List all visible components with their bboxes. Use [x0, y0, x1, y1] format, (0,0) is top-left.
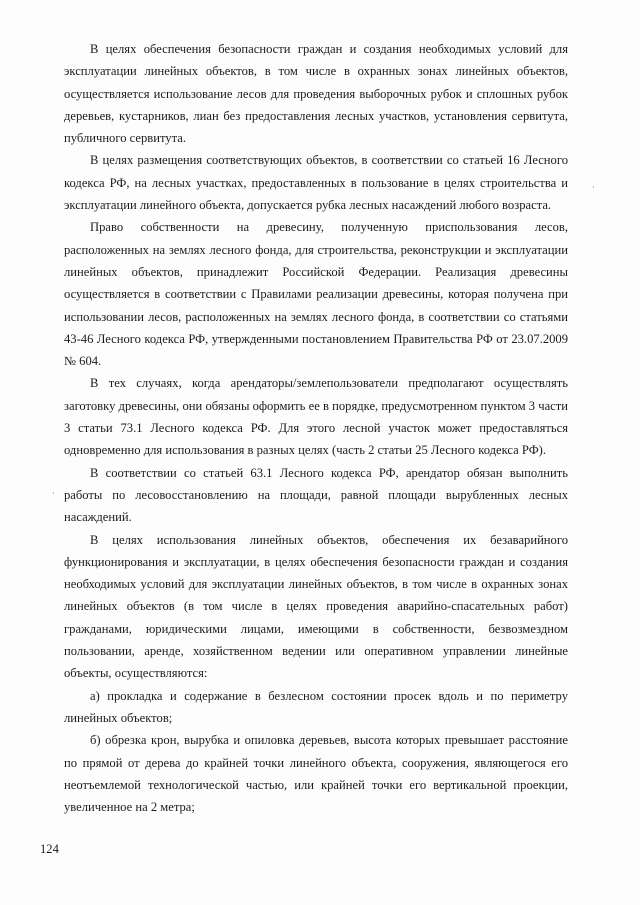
scan-speck: · [592, 182, 595, 192]
document-body [64, 38, 568, 818]
page-number: 124 [40, 842, 59, 856]
scan-speck: · [52, 488, 55, 498]
paragraph-safety-use: В целях обеспечения безопасности граждан и создания необходимых условий для эксплуатации линейных объектов, в том числе в охранных зонах линейных объектов, осуществляется использование лесов для проведения выборочных рубок и сплошных рубок деревьев, кустарников, лиан без предоставления лесных участков, установления сервитута, публичного сервитута. [64, 42, 568, 146]
paragraph-reforestation: В соответствии со статьей 63.1 Лесного кодекса РФ, арендатор обязан выполнить работы по лесовосстановлению на площади, равной площади вырубленных лесных насаждений. [64, 465, 568, 525]
paragraph-timber-harvesting: В тех случаях, когда арендаторы/землепользователи предполагают осуществлять заготовку древесины, они обязаны оформить ее в порядке, предусмотренном пунктом 3 части 3 статьи 73.1 Лесного кодекса РФ. Для этого лесной участок может предоставляться одновременно для использования в разных целях (часть 2 статьи 25 Лесного кодекса РФ). [64, 376, 568, 458]
paragraph-linear-objects-use: В целях использования линейных объектов, обеспечения их безаварийного функционирования и эксплуатации, в целях обеспечения безопасности граждан и создания необходимых условий для эксплуатации линейных объектов, в том числе в охранных зонах линейных объектов (в том числе в целях проведения аварийно-спасательных работ) гражданами, юридическими лицами, имеющими в собственности, безвозмездном пользовании, аренде, хозяйственном ведении или оперативном управлении линейные объекты, осуществляются: [64, 532, 568, 681]
paragraph-placement-felling: В целях размещения соответствующих объектов, в соответствии со статьей 16 Лесного кодекса РФ, на лесных участках, предоставленных в пользование в целях строительства и эксплуатации линейного объекта, допускается рубка лесных насаждений любого возраста. [64, 153, 568, 213]
list-item-b: б) обрезка крон, вырубка и опиловка деревьев, высота которых превышает расстояние по прямой от дерева до крайней точки линейного объекта, сооружения, являющегося его неотъемлемой технологической частью, или крайней точки его вертикальной проекции, увеличенное на 2 метра; [64, 733, 568, 815]
list-item-a: а) прокладка и содержание в безлесном состоянии просек вдоль и по периметру линейных объектов; [64, 688, 568, 725]
paragraph-wood-ownership: Право собственности на древесину, полученную приспользования лесов, расположенных на землях лесного фонда, для строительства, реконструкции и эксплуатации линейных объектов, принадлежит Российской Федерации. Реализация древесины осуществляется в соответствии с Правилами реализации древесины, которая получена при использовании лесов, расположенных на землях лесного фонда, в соответствии со статьями 43-46 Лесного кодекса РФ, утвержденными постановлением Правительства РФ от 23.07.2009 № 604. [64, 220, 568, 369]
